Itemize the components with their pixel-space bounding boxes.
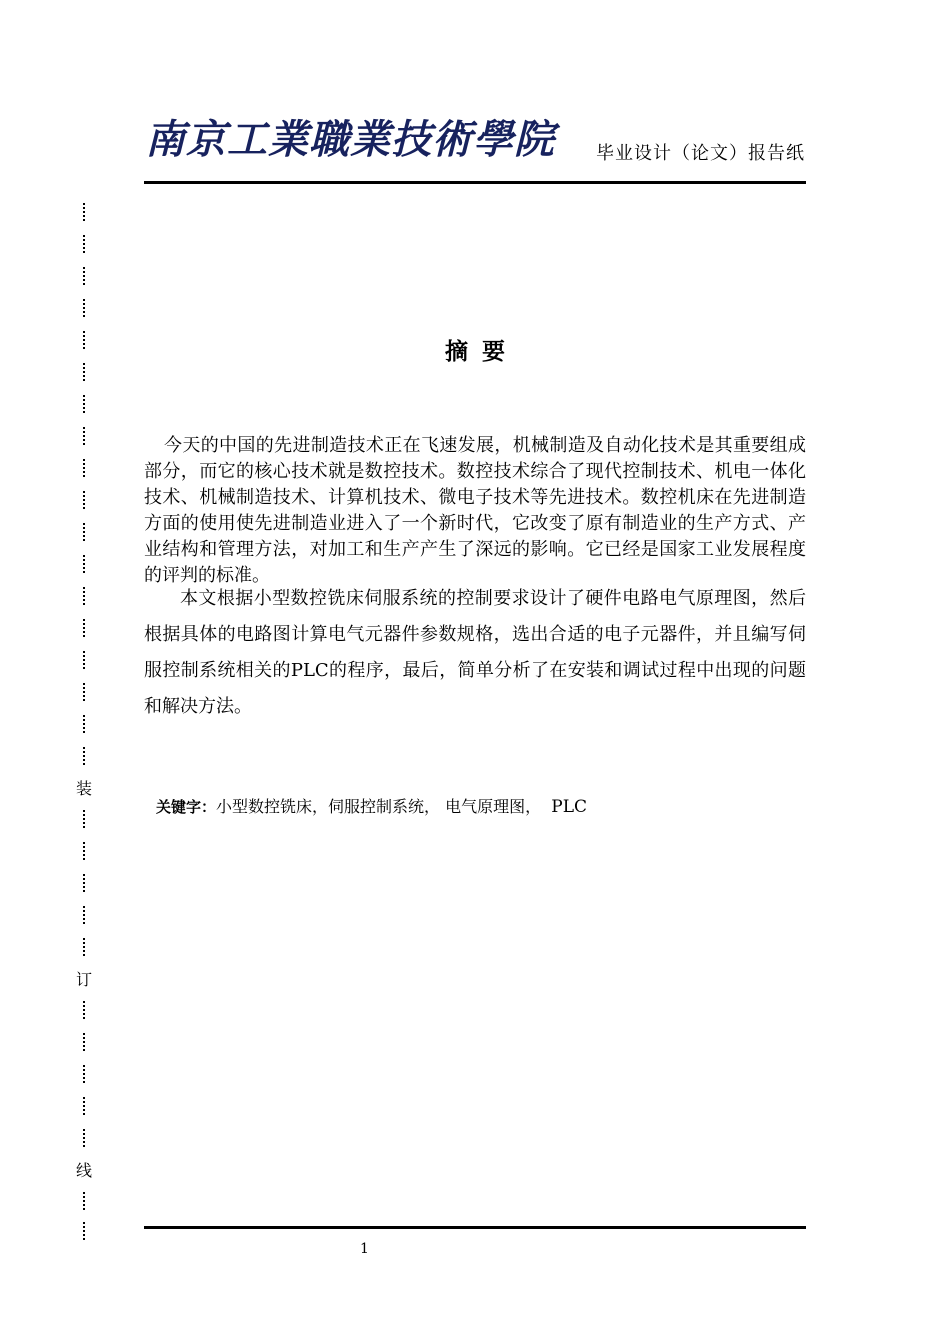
binding-dash [83,842,85,860]
binding-dash [83,427,85,445]
footer-rule [144,1226,806,1229]
binding-dash [83,1065,85,1083]
binding-char-zhuang: 装 [76,779,93,798]
binding-dash [83,1192,85,1210]
binding-dash [83,1222,85,1240]
binding-dash [83,810,85,828]
binding-dash [83,1001,85,1019]
keyword-plc: PLC [551,797,588,817]
binding-dash [83,619,85,637]
document-type: 毕业设计（论文）报告纸 [596,143,805,164]
binding-char-ding: 订 [76,970,93,989]
binding-dash [83,235,85,253]
binding-dash [83,459,85,477]
keywords-line [156,794,587,817]
binding-dash [83,1097,85,1115]
binding-dash [83,203,85,221]
keywords-items: 小型数控铣床，伺服控制系统， 电气原理图， [216,797,542,816]
school-logo: 南京工業職業技術學院 [145,116,555,163]
binding-dash [83,395,85,413]
header-rule [144,181,806,184]
binding-dash [83,523,85,541]
page-number: 1 [360,1241,369,1257]
binding-char-xian: 线 [76,1161,93,1180]
binding-dash [83,938,85,956]
binding-dash [83,906,85,924]
binding-dash [83,587,85,605]
binding-dash [83,299,85,317]
binding-dash [83,715,85,733]
binding-dash [83,874,85,892]
binding-dash [83,267,85,285]
binding-dash [83,555,85,573]
binding-dash [83,747,85,765]
abstract-paragraph-2: 本文根据小型数控铣床伺服系统的控制要求设计了硬件电路电气原理图，然后根据具体的电路图计算电气元器件参数规格，选出合适的电子元器件，并且编写伺服控制系统相关的PLC的程序，最后，简单分析了在安装和调试过程中出现的问题和解决方法。 [144,588,806,717]
abstract-title: 摘要 [445,339,519,365]
binding-dash [83,1129,85,1147]
binding-dash [83,683,85,701]
binding-dash [83,651,85,669]
binding-dash [83,491,85,509]
abstract-paragraph-1: 今天的中国的先进制造技术正在飞速发展，机械制造及自动化技术是其重要组成部分，而它的核心技术就是数控技术。数控技术综合了现代控制技术、机电一体化技术、机械制造技术、计算机技术、微电子技术等先进技术。数控机床在先进制造方面的使用使先进制造业进入了一个新时代，它改变了原有制造业的生产方式、产业结构和管理方法，对加工和生产产生了深远的影响。它已经是国家工业发展程度的评判的标准。 [144,435,806,586]
binding-dash [83,1033,85,1051]
keywords-label: 关键字： [156,798,217,816]
